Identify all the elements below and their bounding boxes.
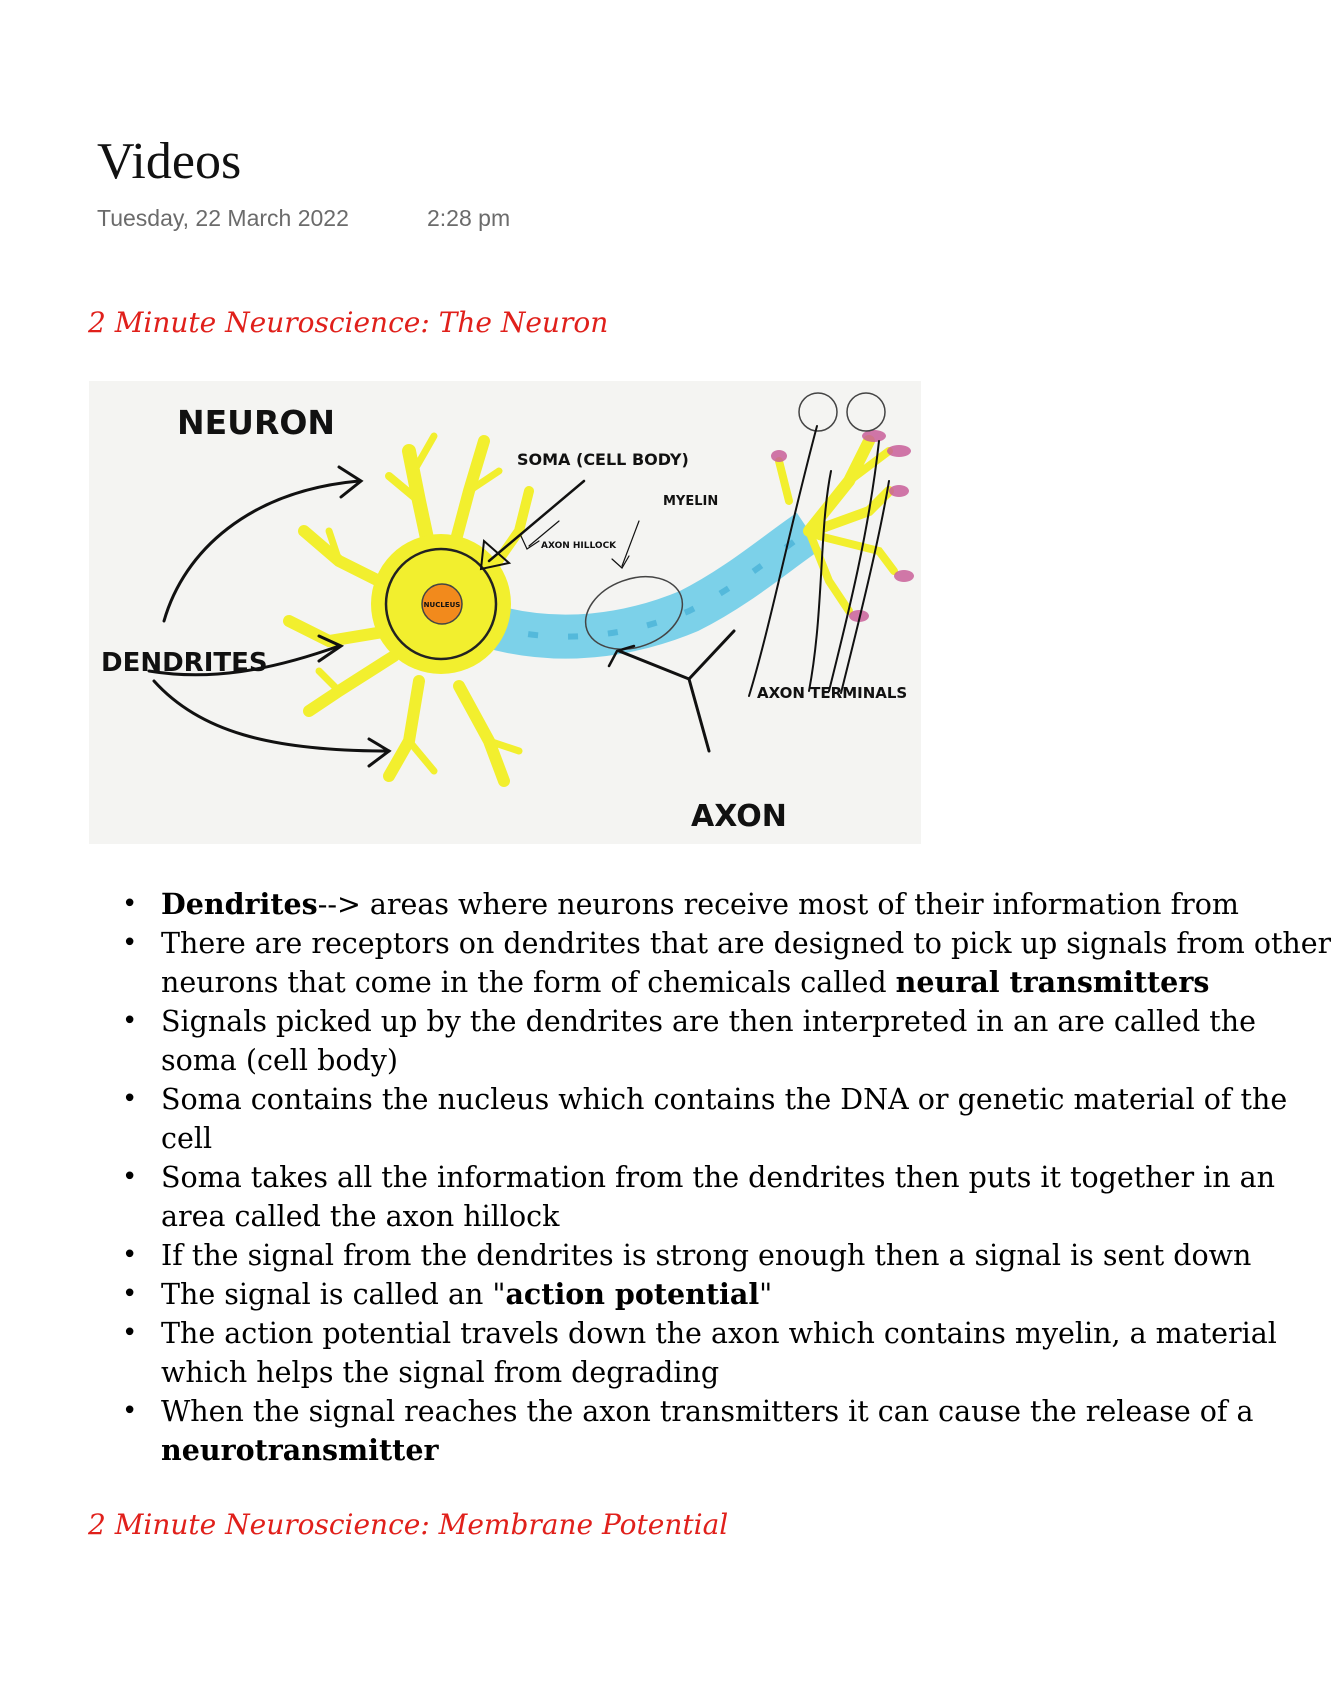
neuron-title: NEURON: [177, 403, 336, 442]
note-item: • Soma contains the nucleus which contains the DNA or genetic material of the cell: [0, 1080, 1200, 1158]
note-item: • If the signal from the dendrites is strong enough then a signal is sent down: [0, 1236, 1200, 1275]
note-item: • Signals picked up by the dendrites are then interpreted in an are called the soma (cell body): [0, 1002, 1200, 1080]
axon-hillock-label: AXON HILLOCK: [541, 541, 617, 551]
axon-myelin: [489, 531, 809, 637]
note-item: • Soma takes all the information from the dendrites then puts it together in an area called the axon hillock: [0, 1158, 1200, 1236]
neuron-diagram: [89, 381, 921, 844]
note-item: • Dendrites--> areas where neurons receive most of their information from: [0, 885, 1200, 924]
video-link-membrane-potential[interactable]: 2 Minute Neuroscience: Membrane Potential: [88, 1508, 729, 1541]
axon-terminals-label: AXON TERMINALS: [757, 684, 908, 702]
axon-label: AXON: [691, 799, 787, 834]
note-item: • The signal is called an "action potential": [0, 1275, 1200, 1314]
page-title: Videos: [97, 133, 242, 190]
note-item: • There are receptors on dendrites that are designed to pick up signals from other neurons that come in the form of chemicals called neural transmitters: [0, 924, 1200, 1002]
dendrites-label: DENDRITES: [101, 648, 268, 678]
note-item: • When the signal reaches the axon transmitters it can cause the release of a neurotransmitter: [0, 1392, 1200, 1470]
nucleus-label: NUCLEUS: [423, 601, 461, 609]
note-item: • The action potential travels down the axon which contains myelin, a material which helps the signal from degrading: [0, 1314, 1200, 1392]
page-date: Tuesday, 22 March 2022: [97, 205, 349, 231]
page-time: 2:28 pm: [427, 205, 511, 231]
video-link-neuron[interactable]: 2 Minute Neuroscience: The Neuron: [88, 306, 609, 339]
myelin-label: MYELIN: [663, 494, 719, 509]
soma-label: SOMA (CELL BODY): [517, 450, 689, 469]
notes-list: [0, 885, 1331, 1470]
